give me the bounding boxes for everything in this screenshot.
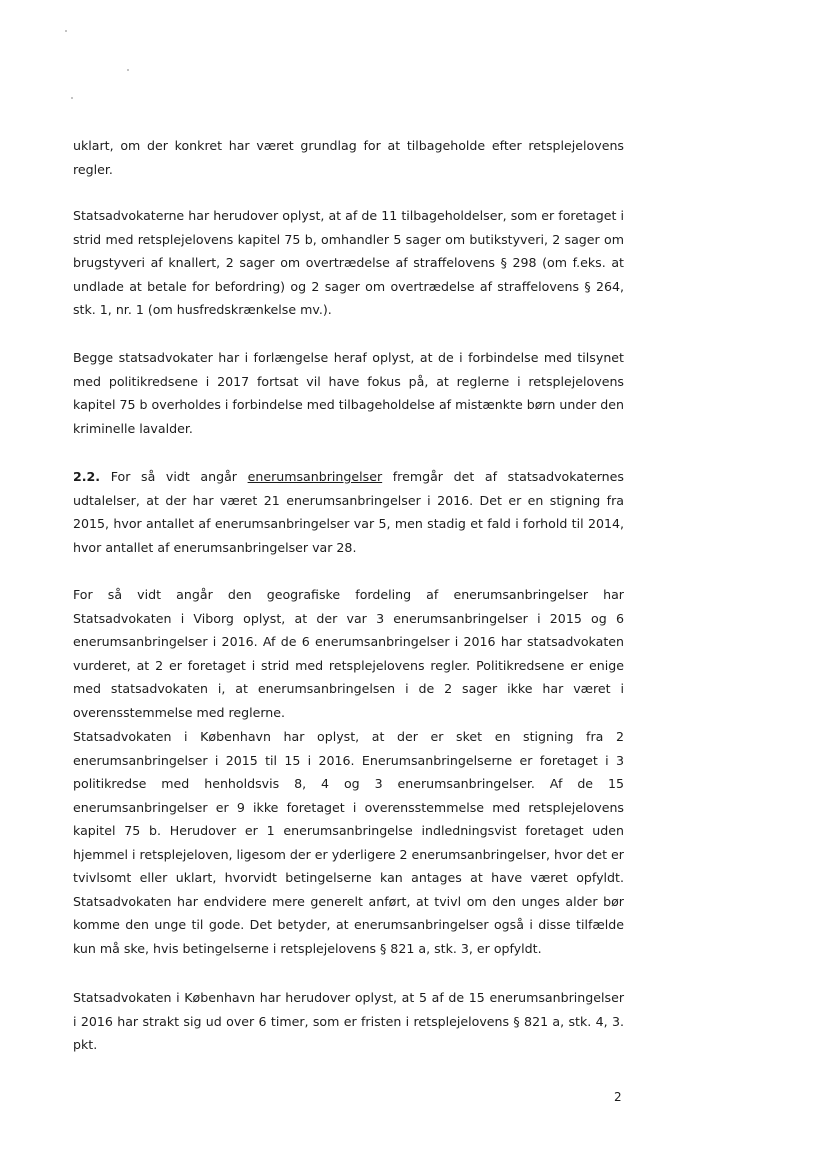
paragraph-3: Begge statsadvokater har i forlængelse heraf oplyst, at de i forbindelse med tilsynet med politikredsene i 2017 fortsat vil have fokus på, at reglerne i retsplejelovens kapitel 75 b overholdes i forbindelse med tilbageholdelse af mistænkte børn under den kriminelle lavalder. — [73, 350, 624, 436]
paragraph-6: Statsadvokaten i København har oplyst, at der er sket en stigning fra 2 enerumsanbringelser i 2015 til 15 i 2016. Enerumsanbringelserne er foretaget i 3 politikredse med henholdsvis 8, 4 og 3 enerumsanbringelser. Af de 15 enerumsanbringelser er 9 ikke foretaget i overensstemmelse med retsplejelovens kapitel 75 b. Herudover er 1 enerumsanbringelse indledningsvist foretaget uden hjemmel i retsplejeloven, ligesom der er yderligere 2 enerumsanbringelser, hvor det er tvivlsomt eller uklart, hvorvidt betingelserne kan antages at have været opfyldt. Statsadvokaten har endvidere mere generelt anført, at tvivl om den unges alder bør komme den unge til gode. Det betyder, at enerumsanbringelser også i disse tilfælde kun må ske, hvis betingelserne i retsplejelovens § 821 a, stk. 3, er opfyldt. — [73, 729, 624, 956]
section-number: 2.2. — [73, 469, 101, 484]
scan-speck — [71, 97, 73, 99]
paragraph-7: Statsadvokaten i København har herudover oplyst, at 5 af de 15 enerumsanbringelser i 2016 har strakt sig ud over 6 timer, som er fristen i retsplejelovens § 821 a, stk. 4, 3. pkt. — [73, 990, 624, 1052]
section-2-2-paragraph — [73, 465, 624, 559]
paragraph-5: For så vidt angår den geografiske fordeling af enerumsanbringelser har Statsadvokaten i Viborg oplyst, at der var 3 enerumsanbringelser i 2015 og 6 enerumsanbringelser i 2016. Af de 6 enerumsanbringelser i 2016 har statsadvokaten vurderet, at 2 er foretaget i strid med retsplejelovens regler. Politikredsene er enige med statsadvokaten i, at enerumsanbringelsen i de 2 sager ikke har været i overensstemmelse med reglerne. — [73, 587, 624, 720]
scan-speck — [65, 30, 67, 32]
section-text-after: fremgår det af statsadvokaternes udtalelser, at der har været 21 enerumsanbringelser i 2016. Det er en stigning fra 2015, hvor antallet af enerumsanbringelser var 5, men stadig et fald i forhold til 2014, hvor antallet af enerumsanbringelser var 28. — [73, 469, 624, 555]
page-number: 2 — [614, 1090, 622, 1104]
paragraph-2: Statsadvokaterne har herudover oplyst, at af de 11 tilbageholdelser, som er foretaget i strid med retsplejelovens kapitel 75 b, omhandler 5 sager om butikstyveri, 2 sager om brugstyveri af knallert, 2 sager om overtrædelse af straffelovens § 298 (om f.eks. at undlade at betale for befordring) og 2 sager om overtrædelse af straffelovens § 264, stk. 1, nr. 1 (om husfredskrænkelse mv.). — [73, 208, 624, 317]
section-text-before: For så vidt angår — [110, 469, 237, 484]
paragraph-1: uklart, om der konkret har været grundlag for at tilbageholde efter retsplejelovens regler. — [73, 138, 624, 177]
section-underlined-term: enerumsanbringelser — [247, 469, 383, 484]
scan-speck — [127, 69, 129, 71]
